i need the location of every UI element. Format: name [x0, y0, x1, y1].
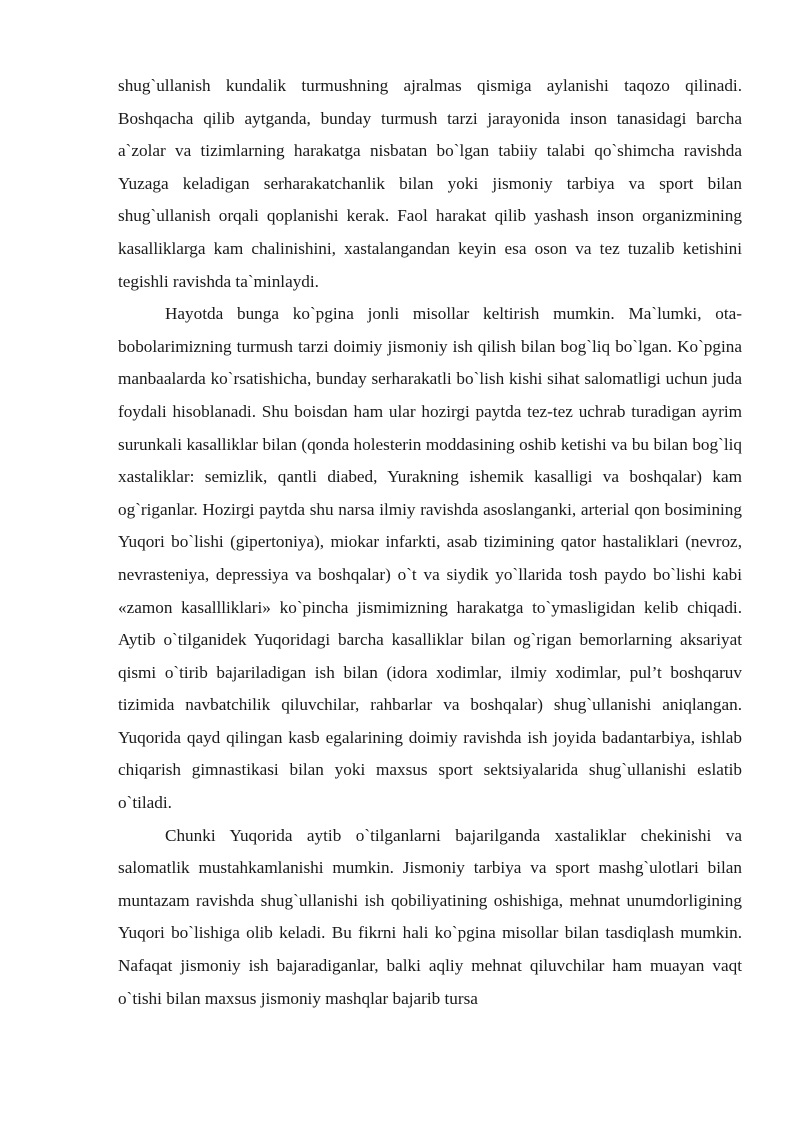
paragraph-2: Hayotda bunga ko`pgina jonli misollar keltirish mumkin. Ma`lumki, ota-bobolarimizning turmush tarzi doimiy jismoniy ish qilish bilan bog`liq bo`lgan. Ko`pgina manbaalarda ko`rsatishicha, bunday serharakatli bo`lish kishi sihat salomatligi uchun juda foydali hisoblanadi. Shu boisdan ham ular hozirgi paytda tez-tez uchrab turadigan ayrim surunkali kasalliklar bilan (qonda holesterin moddasining oshib ketishi va bu bilan bog`liq xastaliklar: semizlik, qantli diabed, Yurakning ishemik kasalligi va boshqalar) kam og`riganlar. Hozirgi paytda shu narsa ilmiy ravishda asoslanganki, arterial qon bosimining Yuqori bo`lishi (gipertoniya), miokar infarkti, asab tizimining qator hastaliklari (nevroz, nevrasteniya, depressiya va boshqalar) o`t va siydik yo`llarida tosh paydo bo`lishi kabi «zamon kasallliklari» ko`pincha jismimizning harakatga to`ymasligidan kelib chiqadi. Aytib o`tilganidek Yuqoridagi barcha kasalliklar bilan og`rigan bemorlarning aksariyat qismi o`tirib bajariladigan ish bilan (idora xodimlar, ilmiy xodimlar, pul’t boshqaruv tizimida navbatchilik qiluvchilar, rahbarlar va boshqalar) shug`ullanishi aniqlangan. Yuqorida qayd qilingan kasb egalarining doimiy ravishda ish joyida badantarbiya, ishlab chiqarish gimnastikasi bilan yoki maxsus sport sektsiyalarida shug`ullanishi eslatib o`tiladi. [118, 304, 742, 813]
document-page [118, 70, 742, 1015]
paragraph-3: Chunki Yuqorida aytib o`tilganlarni bajarilganda xastaliklar chekinishi va salomatlik mustahkamlanishi mumkin. Jismoniy tarbiya va sport mashg`ulotlari bilan muntazam ravishda shug`ullanishi ish qobiliyatining oshishiga, mehnat unumdorligining Yuqori bo`lishiga olib keladi. Bu fikrni hali ko`pgina misollar bilan tasdiqlash mumkin. Nafaqat jismoniy ish bajaradiganlar, balki aqliy mehnat qiluvchilar ham muayan vaqt o`tishi bilan maxsus jismoniy mashqlar bajarib tursa [118, 825, 742, 1008]
paragraph-1: shug`ullanish kundalik turmushning ajralmas qismiga aylanishi taqozo qilinadi. Boshqacha qilib aytganda, bunday turmush tarzi jarayonida inson tanasidagi barcha a`zolar va tizimlarning harakatga nisbatan bo`lgan tabiiy talabi qo`shimcha ravishda Yuzaga keladigan serharakatchanlik bilan yoki jismoniy tarbiya va sport bilan shug`ullanish orqali qoplanishi kerak. Faol harakat qilib yashash inson organizmining kasalliklarga kam chalinishini, xastalangandan keyin esa oson va tez tuzalib ketishini tegishli ravishda ta`minlaydi. [118, 76, 742, 291]
